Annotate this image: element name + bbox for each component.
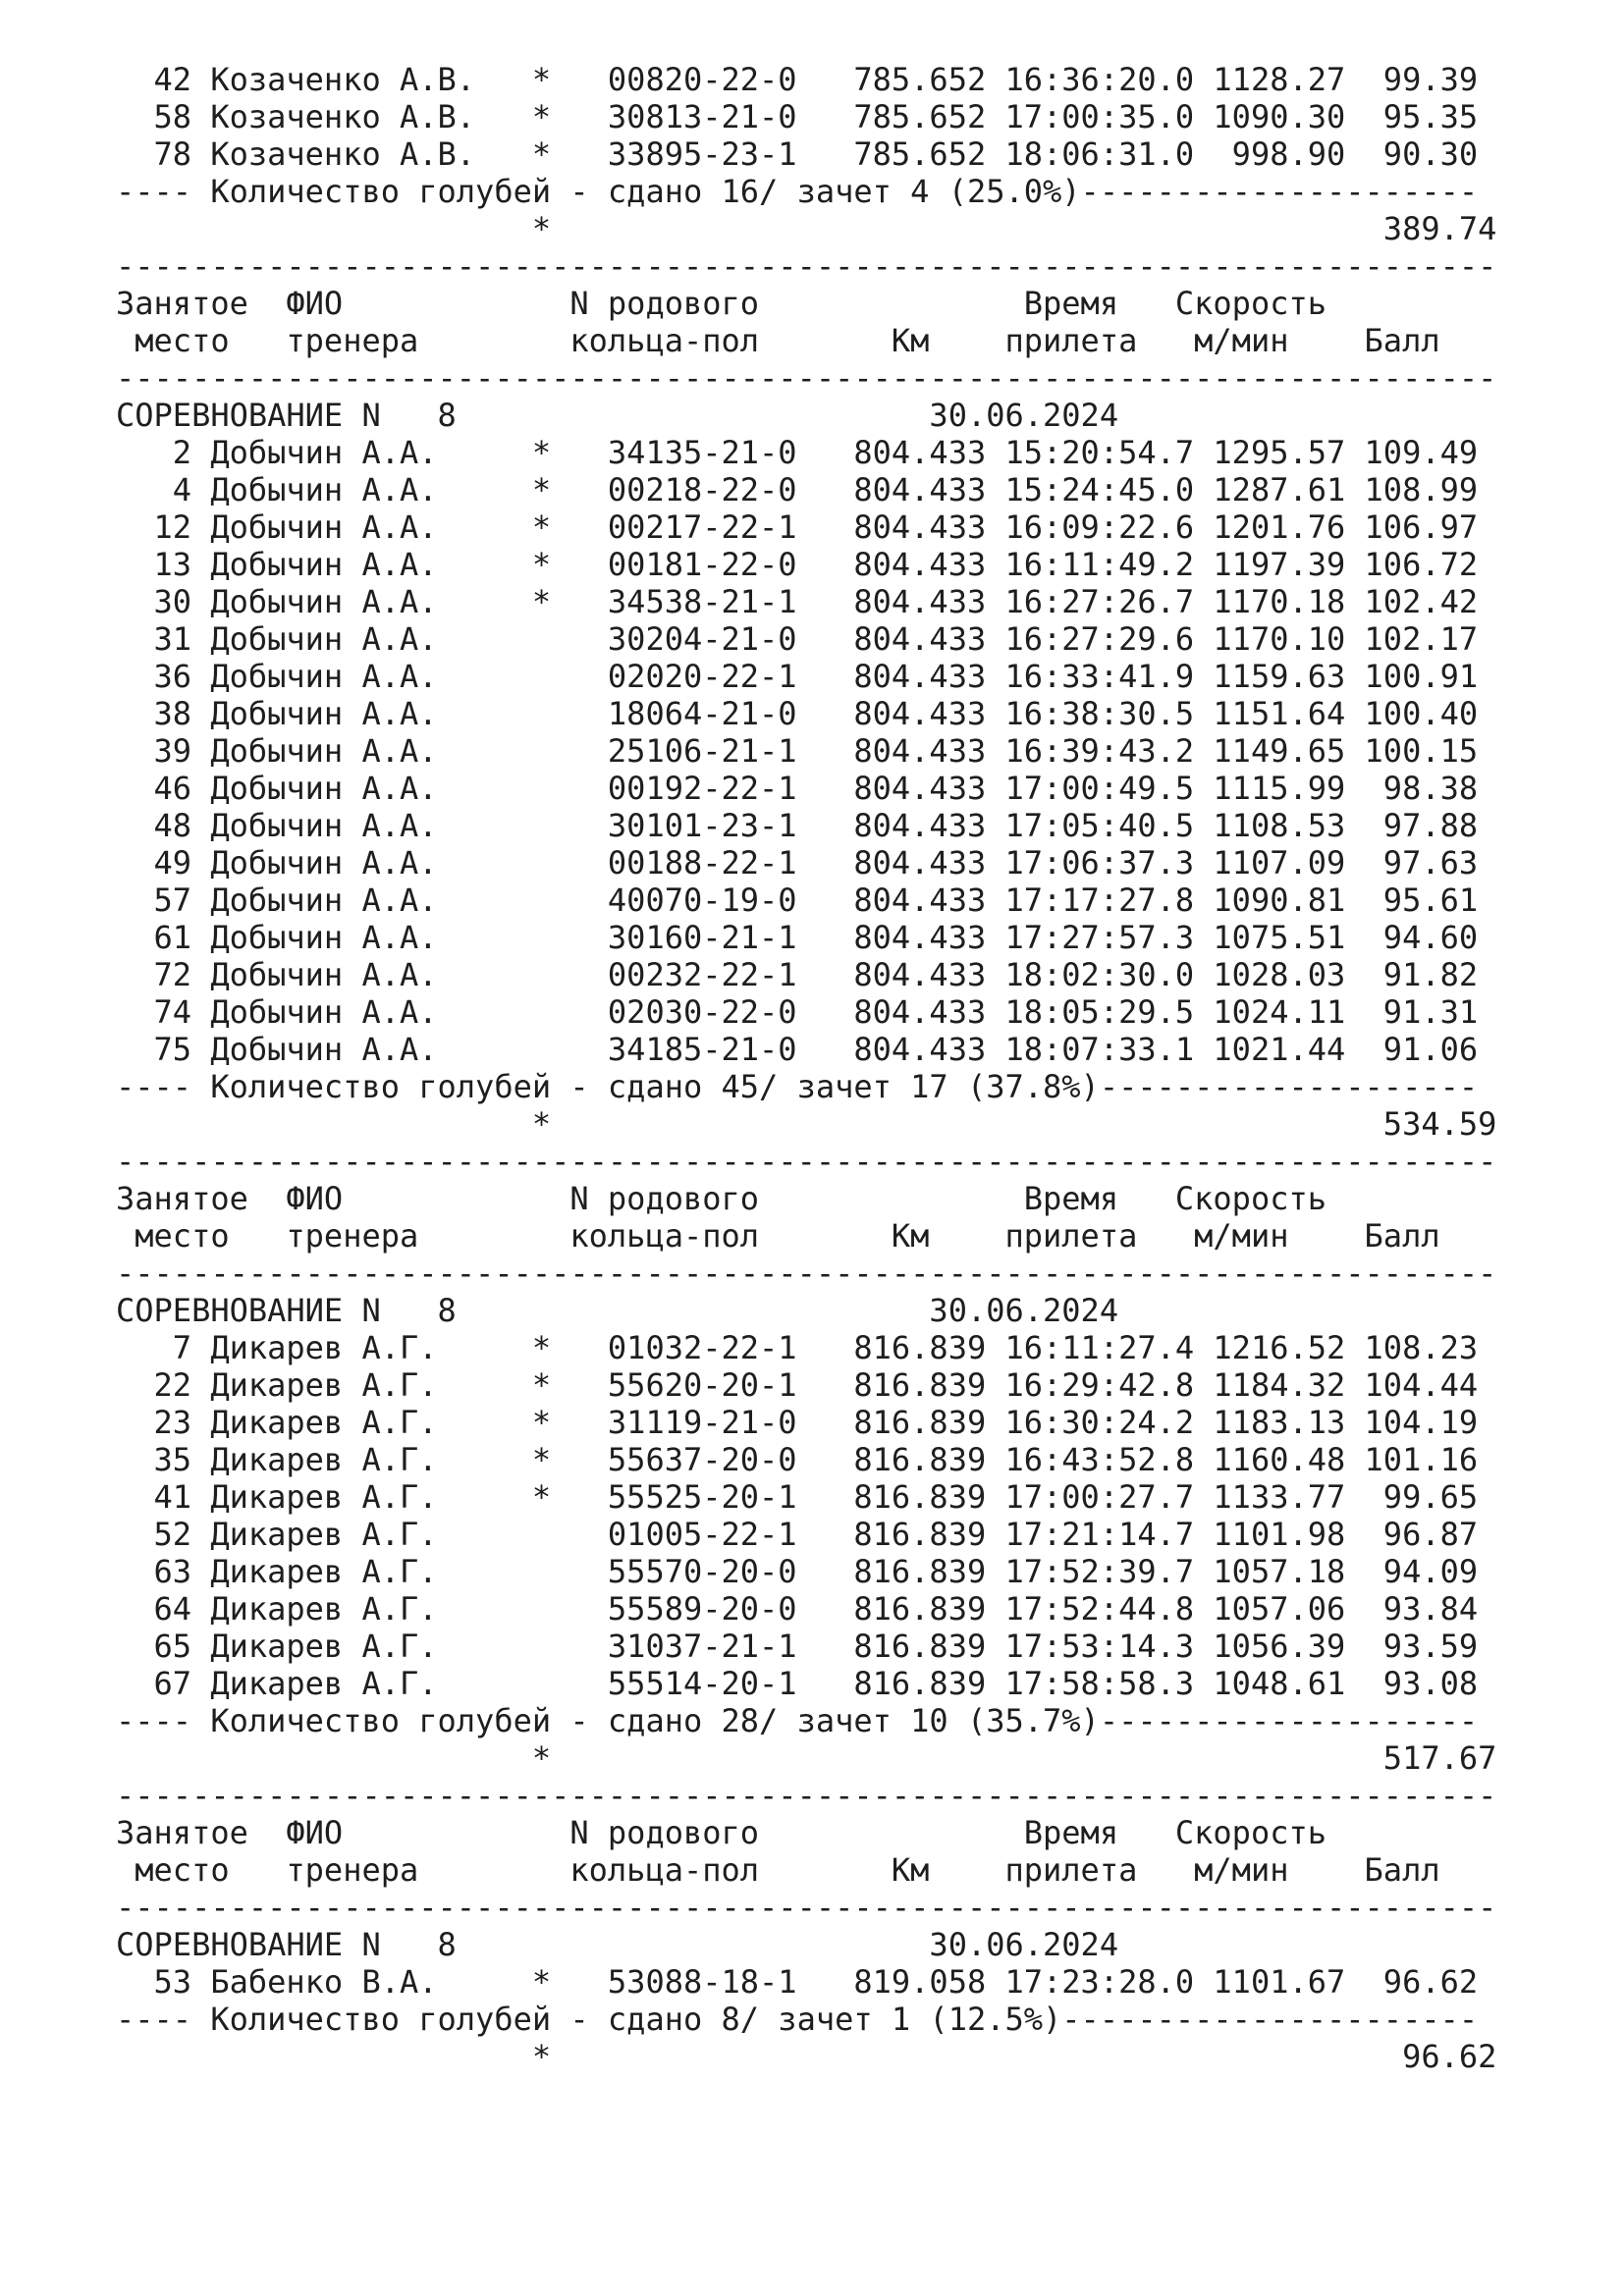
column-header-line-2: место тренера кольца-пол Км прилета м/мин Балл bbox=[116, 1851, 1440, 1889]
result-row-dobychin-13: 13 Добычин А.А. * 00181-22-0 804.433 16:11:49.2 1197.39 106.72 bbox=[116, 546, 1479, 583]
column-header-line-1: Занятое ФИО N родового Время Скорость bbox=[116, 285, 1326, 322]
section-total-points: * 389.74 bbox=[116, 210, 1497, 247]
section-summary-line: ---- Количество голубей - сдано 28/ зачет 10 (35.7%)-------------------- bbox=[116, 1702, 1479, 1739]
result-row-dobychin-72: 72 Добычин А.А. 00232-22-1 804.433 18:02:30.0 1028.03 91.82 bbox=[116, 956, 1479, 993]
result-row-dikarev-52: 52 Дикарев А.Г. 01005-22-1 816.839 17:21:14.7 1101.98 96.87 bbox=[116, 1516, 1479, 1553]
result-row-dobychin-39: 39 Добычин А.А. 25106-21-1 804.433 16:39:43.2 1149.65 100.15 bbox=[116, 732, 1479, 770]
competition-heading: СОРЕВНОВАНИЕ N 8 30.06.2024 bbox=[116, 397, 1119, 434]
divider-line: ------------------------------------------------------------------------- bbox=[116, 1255, 1497, 1292]
section-summary-line: ---- Количество голубей - сдано 8/ зачет 1 (12.5%)---------------------- bbox=[116, 2001, 1479, 2038]
result-row-dikarev-41: 41 Дикарев А.Г. * 55525-20-1 816.839 17:00:27.7 1133.77 99.65 bbox=[116, 1478, 1479, 1516]
column-header-line-1: Занятое ФИО N родового Время Скорость bbox=[116, 1180, 1326, 1217]
result-row-dobychin-49: 49 Добычин А.А. 00188-22-1 804.433 17:06:37.3 1107.09 97.63 bbox=[116, 844, 1479, 881]
column-header-line-1: Занятое ФИО N родового Время Скорость bbox=[116, 1814, 1326, 1851]
result-row-dikarev-67: 67 Дикарев А.Г. 55514-20-1 816.839 17:58:58.3 1048.61 93.08 bbox=[116, 1665, 1479, 1702]
result-row-dobychin-38: 38 Добычин А.А. 18064-21-0 804.433 16:38:30.5 1151.64 100.40 bbox=[116, 695, 1479, 732]
divider-line: ------------------------------------------------------------------------- bbox=[116, 1777, 1497, 1814]
section-summary-line: ---- Количество голубей - сдано 16/ зачет 4 (25.0%)--------------------- bbox=[116, 173, 1479, 210]
result-row-dikarev-64: 64 Дикарев А.Г. 55589-20-0 816.839 17:52:44.8 1057.06 93.84 bbox=[116, 1590, 1479, 1628]
result-row-kozachenko-58: 58 Козаченко А.В. * 30813-21-0 785.652 17:00:35.0 1090.30 95.35 bbox=[116, 98, 1479, 135]
result-row-dobychin-74: 74 Добычин А.А. 02030-22-0 804.433 18:05:29.5 1024.11 91.31 bbox=[116, 993, 1479, 1031]
divider-line: ------------------------------------------------------------------------- bbox=[116, 1889, 1497, 1926]
result-row-dikarev-23: 23 Дикарев А.Г. * 31119-21-0 816.839 16:30:24.2 1183.13 104.19 bbox=[116, 1404, 1479, 1441]
divider-line: ------------------------------------------------------------------------- bbox=[116, 359, 1497, 397]
result-row-dikarev-35: 35 Дикарев А.Г. * 55637-20-0 816.839 16:43:52.8 1160.48 101.16 bbox=[116, 1441, 1479, 1478]
divider-line: ------------------------------------------------------------------------- bbox=[116, 247, 1497, 285]
result-row-dikarev-22: 22 Дикарев А.Г. * 55620-20-1 816.839 16:29:42.8 1184.32 104.44 bbox=[116, 1366, 1479, 1404]
section-summary-line: ---- Количество голубей - сдано 45/ зачет 17 (37.8%)-------------------- bbox=[116, 1068, 1479, 1105]
result-row-dobychin-48: 48 Добычин А.А. 30101-23-1 804.433 17:05:40.5 1108.53 97.88 bbox=[116, 807, 1479, 844]
column-header-line-2: место тренера кольца-пол Км прилета м/мин Балл bbox=[116, 1217, 1440, 1255]
result-row-dobychin-57: 57 Добычин А.А. 40070-19-0 804.433 17:17:27.8 1090.81 95.61 bbox=[116, 881, 1479, 919]
result-row-dobychin-2: 2 Добычин А.А. * 34135-21-0 804.433 15:20:54.7 1295.57 109.49 bbox=[116, 434, 1479, 471]
result-row-dobychin-46: 46 Добычин А.А. 00192-22-1 804.433 17:00:49.5 1115.99 98.38 bbox=[116, 770, 1479, 807]
result-row-kozachenko-78: 78 Козаченко А.В. * 33895-23-1 785.652 18:06:31.0 998.90 90.30 bbox=[116, 135, 1479, 173]
result-row-dobychin-30: 30 Добычин А.А. * 34538-21-1 804.433 16:27:26.7 1170.18 102.42 bbox=[116, 583, 1479, 620]
competition-heading: СОРЕВНОВАНИЕ N 8 30.06.2024 bbox=[116, 1926, 1119, 1963]
result-row-dobychin-75: 75 Добычин А.А. 34185-21-0 804.433 18:07:33.1 1021.44 91.06 bbox=[116, 1031, 1479, 1068]
result-row-dobychin-36: 36 Добычин А.А. 02020-22-1 804.433 16:33:41.9 1159.63 100.91 bbox=[116, 658, 1479, 695]
column-header-line-2: место тренера кольца-пол Км прилета м/мин Балл bbox=[116, 322, 1440, 359]
result-row-dobychin-12: 12 Добычин А.А. * 00217-22-1 804.433 16:09:22.6 1201.76 106.97 bbox=[116, 508, 1479, 546]
result-row-dikarev-65: 65 Дикарев А.Г. 31037-21-1 816.839 17:53:14.3 1056.39 93.59 bbox=[116, 1628, 1479, 1665]
results-printout bbox=[0, 61, 1624, 2075]
result-row-dikarev-7: 7 Дикарев А.Г. * 01032-22-1 816.839 16:11:27.4 1216.52 108.23 bbox=[116, 1329, 1479, 1366]
result-row-dobychin-61: 61 Добычин А.А. 30160-21-1 804.433 17:27:57.3 1075.51 94.60 bbox=[116, 919, 1479, 956]
result-row-dobychin-4: 4 Добычин А.А. * 00218-22-0 804.433 15:24:45.0 1287.61 108.99 bbox=[116, 471, 1479, 508]
result-row-dobychin-31: 31 Добычин А.А. 30204-21-0 804.433 16:27:29.6 1170.10 102.17 bbox=[116, 620, 1479, 658]
result-row-kozachenko-42: 42 Козаченко А.В. * 00820-22-0 785.652 16:36:20.0 1128.27 99.39 bbox=[116, 61, 1479, 98]
competition-heading: СОРЕВНОВАНИЕ N 8 30.06.2024 bbox=[116, 1292, 1119, 1329]
result-row-babenko-53: 53 Бабенко В.А. * 53088-18-1 819.058 17:23:28.0 1101.67 96.62 bbox=[116, 1963, 1479, 2001]
section-total-points: * 534.59 bbox=[116, 1105, 1497, 1143]
result-row-dikarev-63: 63 Дикарев А.Г. 55570-20-0 816.839 17:52:39.7 1057.18 94.09 bbox=[116, 1553, 1479, 1590]
divider-line: ------------------------------------------------------------------------- bbox=[116, 1143, 1497, 1180]
section-total-points: * 517.67 bbox=[116, 1739, 1497, 1777]
section-total-points: * 96.62 bbox=[116, 2038, 1497, 2075]
